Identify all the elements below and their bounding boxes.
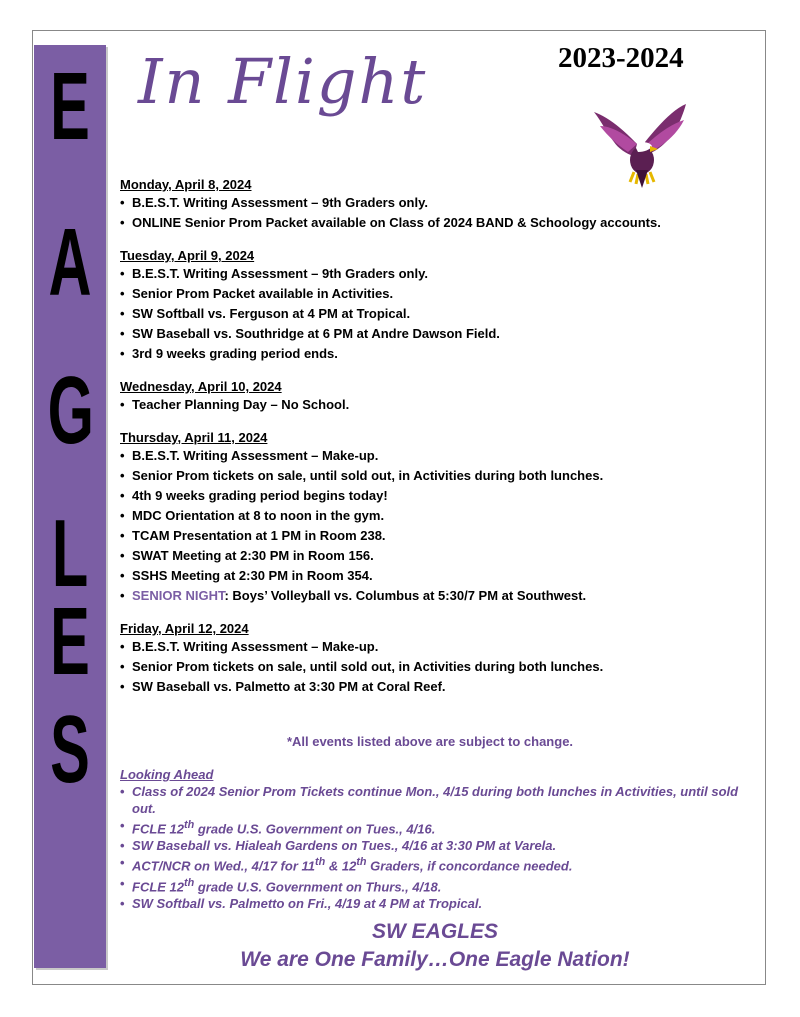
day-section bbox=[120, 378, 750, 415]
ahead-item: • Class of 2024 Senior Prom Tickets continue Mon., 4/15 during both lunches in Activities, until sold out. bbox=[120, 783, 760, 817]
senior-night-highlight: SENIOR NIGHT bbox=[132, 588, 225, 603]
event-item: • 3rd 9 weeks grading period ends. bbox=[120, 344, 750, 364]
ahead-text: FCLE 12 bbox=[132, 821, 185, 837]
event-item: • ONLINE Senior Prom Packet available on Class of 2024 BAND & Schoology accounts. bbox=[120, 213, 750, 233]
day-heading: Friday, April 12, 2024 bbox=[120, 621, 249, 636]
day-heading: Tuesday, April 9, 2024 bbox=[120, 248, 255, 263]
footer-line-2: We are One Family…One Eagle Nation! bbox=[240, 948, 630, 971]
looking-ahead-heading: Looking Ahead bbox=[120, 767, 214, 782]
event-item: • SSHS Meeting at 2:30 PM in Room 354. bbox=[120, 566, 750, 586]
footer-slogan bbox=[120, 918, 750, 974]
event-item: • SW Baseball vs. Southridge at 6 PM at Andre Dawson Field. bbox=[120, 324, 750, 344]
ahead-item: • SW Softball vs. Palmetto on Fri., 4/19 at 4 PM at Tropical. bbox=[120, 895, 760, 912]
ordinal-sup: th bbox=[184, 876, 195, 889]
ahead-item bbox=[120, 875, 760, 895]
school-year: 2023-2024 bbox=[558, 42, 684, 74]
sidebar-letter: A bbox=[48, 209, 92, 316]
week-schedule bbox=[120, 176, 750, 711]
event-item: • B.E.S.T. Writing Assessment – 9th Graders only. bbox=[120, 193, 750, 213]
event-item: • 4th 9 weeks grading period begins today! bbox=[120, 486, 750, 506]
ahead-text: ACT/NCR on Wed., 4/17 for 11 bbox=[132, 858, 315, 874]
sidebar-letter: E bbox=[50, 53, 90, 160]
day-section bbox=[120, 429, 750, 606]
event-text: : Boys’ Volleyball vs. Columbus at 5:30/7 PM at Southwest. bbox=[224, 588, 587, 603]
event-item: • TCAM Presentation at 1 PM in Room 238. bbox=[120, 526, 750, 546]
event-item: • B.E.S.T. Writing Assessment – Make-up. bbox=[120, 446, 750, 466]
ahead-text: & 12 bbox=[325, 858, 357, 874]
day-section bbox=[120, 247, 750, 364]
ordinal-sup: th bbox=[184, 819, 195, 831]
looking-ahead-section bbox=[120, 766, 760, 912]
day-heading: Monday, April 8, 2024 bbox=[120, 177, 252, 192]
change-notice: *All events listed above are subject to change. bbox=[286, 734, 574, 749]
event-item: • B.E.S.T. Writing Assessment – Make-up. bbox=[120, 637, 750, 657]
ahead-item: • SW Baseball vs. Hialeah Gardens on Tues., 4/16 at 3:30 PM at Varela. bbox=[120, 837, 760, 854]
ordinal-sup: th bbox=[315, 856, 326, 869]
sidebar-letter: G bbox=[47, 357, 94, 464]
event-item: • B.E.S.T. Writing Assessment – 9th Graders only. bbox=[120, 264, 750, 284]
day-heading: Thursday, April 11, 2024 bbox=[120, 430, 268, 445]
sidebar-letter: L bbox=[51, 500, 89, 607]
ahead-text: grade U.S. Government on Tues., 4/16. bbox=[194, 821, 436, 837]
sidebar-letter: E bbox=[50, 588, 90, 695]
sidebar-letter: S bbox=[50, 696, 90, 803]
event-item bbox=[120, 586, 750, 606]
event-item: • Teacher Planning Day – No School. bbox=[120, 395, 750, 415]
event-item: • SW Softball vs. Ferguson at 4 PM at Tropical. bbox=[120, 304, 750, 324]
ahead-text: grade U.S. Government on Thurs., 4/18. bbox=[194, 878, 442, 894]
ordinal-sup: th bbox=[356, 856, 367, 869]
event-item: • SW Baseball vs. Palmetto at 3:30 PM at Coral Reef. bbox=[120, 677, 750, 697]
newsletter-title: In Flight bbox=[138, 45, 428, 118]
day-section bbox=[120, 620, 750, 697]
event-item: • MDC Orientation at 8 to noon in the gym. bbox=[120, 506, 750, 526]
event-item: • Senior Prom Packet available in Activities. bbox=[120, 284, 750, 304]
ahead-text: Graders, if concordance needed. bbox=[366, 858, 573, 874]
ahead-text: FCLE 12 bbox=[132, 878, 185, 894]
event-item: • SWAT Meeting at 2:30 PM in Room 156. bbox=[120, 546, 750, 566]
event-item: • Senior Prom tickets on sale, until sold out, in Activities during both lunches. bbox=[120, 657, 750, 677]
day-section bbox=[120, 176, 750, 233]
eagles-sidebar bbox=[34, 45, 106, 968]
ahead-item bbox=[120, 817, 760, 837]
ahead-item bbox=[120, 854, 760, 874]
footer-line-1: SW EAGLES bbox=[371, 920, 498, 943]
event-item: • Senior Prom tickets on sale, until sold out, in Activities during both lunches. bbox=[120, 466, 750, 486]
day-heading: Wednesday, April 10, 2024 bbox=[120, 379, 282, 394]
